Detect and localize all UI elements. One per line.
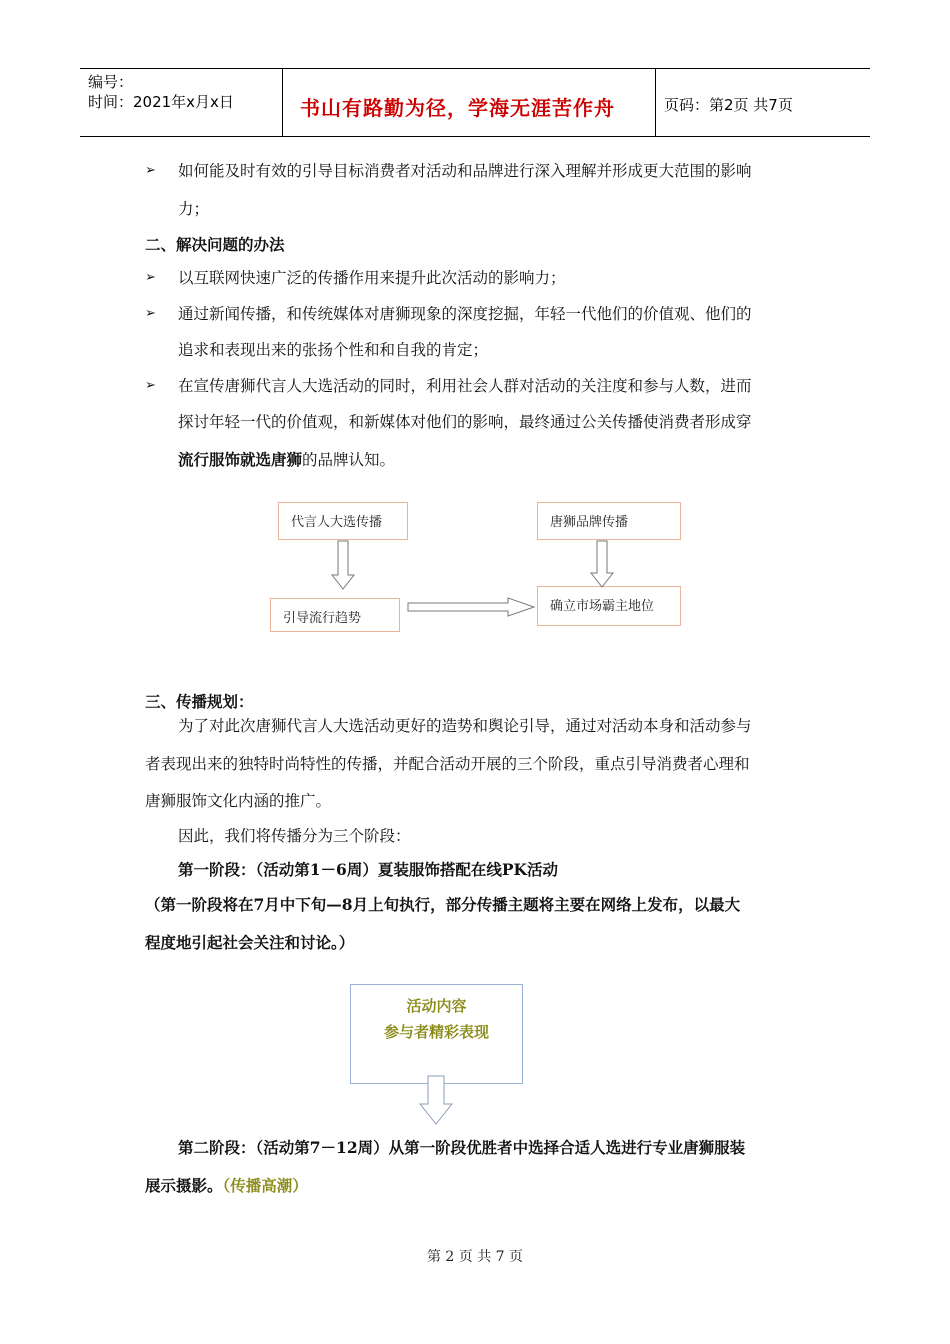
stage2-tag: （传播高潮） (222, 1176, 308, 1195)
activity-content-box (350, 984, 523, 1084)
activity-content-subtitle: 参与者精彩表现 (383, 1023, 489, 1041)
header-number-label: 编号： (88, 73, 134, 91)
down-arrow-right-icon (591, 541, 613, 587)
brand-slogan-tail: 的品牌认知。 (302, 451, 396, 469)
header-page-info: 页码：第2页 共7页 (664, 96, 793, 114)
section2-bullet3-line2: 探讨年轻一代的价值观，和新媒体对他们的影响，最终通过公关传播使消费者形成穿 (178, 413, 752, 431)
bullet-arrow-icon: ➢ (145, 163, 156, 178)
stage2-line2 (145, 1176, 308, 1196)
section3-para2: 因此，我们将传播分为三个阶段： (178, 827, 411, 845)
section3-para1-line2: 者表现出来的独特时尚特性的传播，并配合活动开展的三个阶段，重点引导消费者心理和 (145, 755, 750, 773)
stage2-line1: 第二阶段：（活动第7－12周）从第一阶段优胜者中选择合适人选进行专业唐狮服装 (178, 1138, 746, 1157)
box-brand-campaign: 唐狮品牌传播 (537, 502, 681, 540)
section3-heading: 三、传播规划： (145, 693, 254, 711)
box-lead-trend: 引导流行趋势 (270, 598, 400, 632)
page-footer: 第 2 页 共 7 页 (426, 1249, 524, 1265)
section3-para1-line3: 唐狮服饰文化内涵的推广。 (145, 792, 332, 810)
activity-content-title: 活动内容 (406, 997, 467, 1015)
stage-arrow (0, 1070, 950, 1130)
header-motto: 书山有路勤为径，学海无涯苦作舟 (300, 96, 615, 120)
section3-para1-line1: 为了对此次唐狮代言人大选活动更好的造势和舆论引导，通过对活动本身和活动参与 (178, 717, 752, 735)
down-arrow-left-icon (332, 541, 354, 589)
bullet-arrow-icon: ➢ (145, 270, 156, 285)
header-time-label: 时间：2021年x月x日 (88, 93, 234, 111)
brand-slogan: 流行服饰就选唐狮 (178, 450, 303, 469)
section2-heading: 二、解决问题的办法 (145, 236, 285, 254)
section2-bullet2-line2: 追求和表现出来的张扬个性和和自我的肯定； (178, 341, 489, 359)
stage1-title: 第一阶段：（活动第1－6周）夏装服饰搭配在线PK活动 (178, 860, 558, 879)
stage1-note-line2: 程度地引起社会关注和讨论。） (145, 933, 355, 952)
bullet-arrow-icon: ➢ (145, 306, 156, 321)
stage2-line2-text: 展示摄影。 (145, 1176, 223, 1195)
section2-bullet2-line1: 通过新闻传播，和传统媒体对唐狮现象的深度挖掘，年轻一代他们的价值观、他们的 (178, 305, 752, 323)
section2-bullet3-line1: 在宣传唐狮代言人大选活动的同时，利用社会人群对活动的关注度和参与人数，进而 (178, 377, 752, 395)
section2-bullet1-line1: 以互联网快速广泛的传播作用来提升此次活动的影响力； (178, 269, 566, 287)
bullet-arrow-icon: ➢ (145, 378, 156, 393)
right-arrow-icon (408, 598, 534, 616)
section1-bullet-line1: 如何能及时有效的引导目标消费者对活动和品牌进行深入理解并形成更大范围的影响 (178, 162, 752, 180)
down-arrow-stage-icon (420, 1076, 452, 1124)
box-market-leader: 确立市场霸主地位 (537, 586, 681, 626)
section1-bullet-line2: 力； (178, 200, 210, 218)
stage1-note-line1: （第一阶段将在7月中下旬—8月上旬执行，部分传播主题将主要在网络上发布，以最大 (145, 895, 741, 914)
box-endorser-campaign: 代言人大选传播 (278, 502, 408, 540)
